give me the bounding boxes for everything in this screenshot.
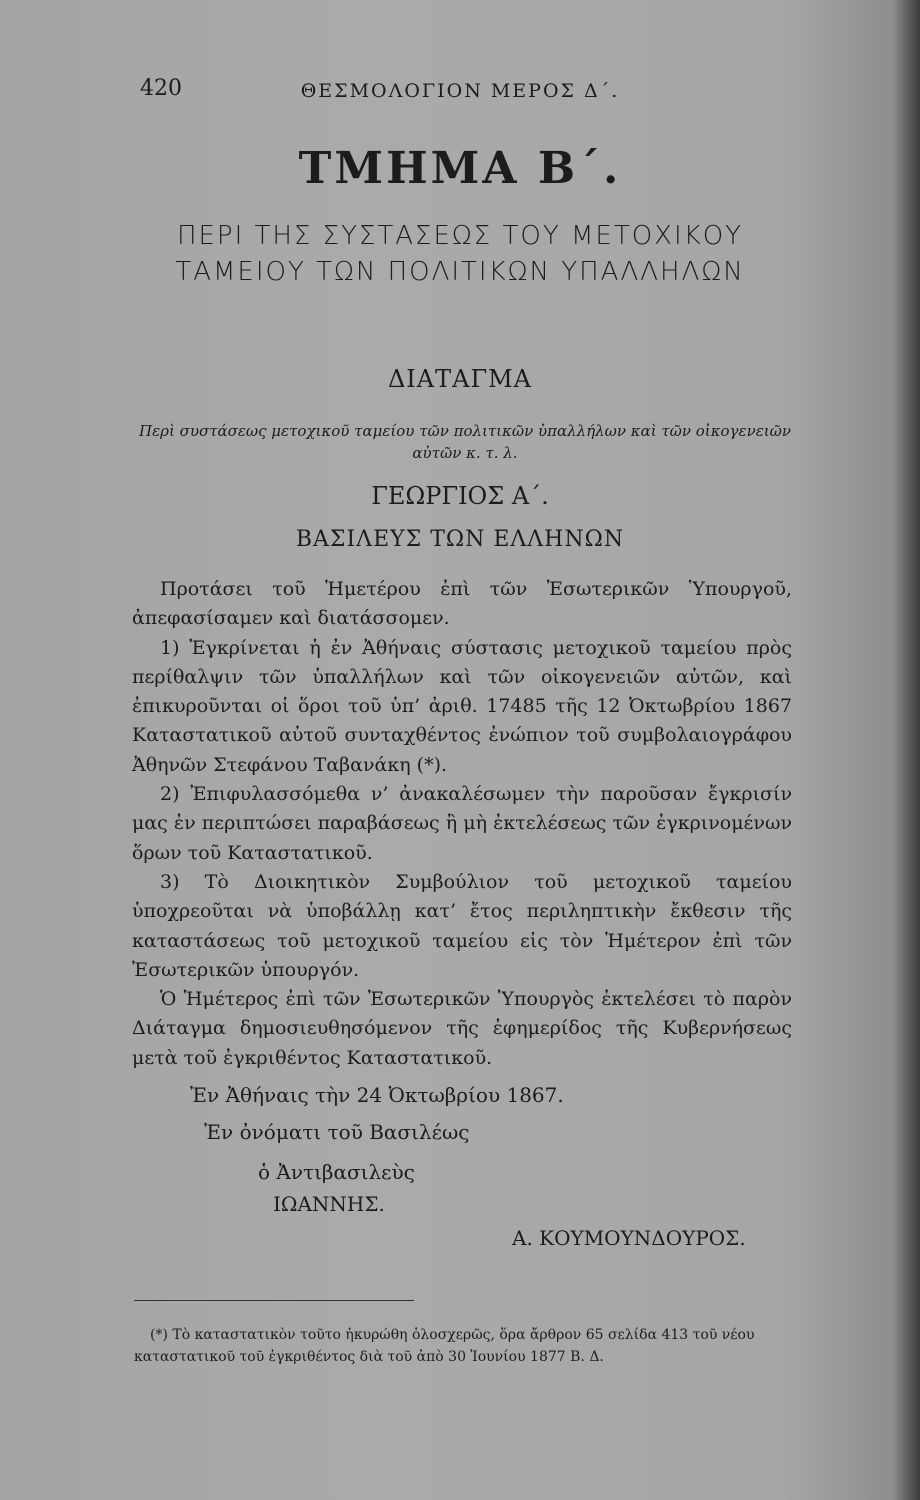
minister-signature: Α. ΚΟΥΜΟΥΝΔΟΥΡΟΣ. (512, 1226, 746, 1250)
article-2-paragraph: 2) Ἐπιφυλασσόμεθα ν’ ἀνακαλέσωμεν τὴν παροῦσαν ἔγκρισίν μας ἐν περιπτώσει παραβάσεως ἢ μὴ ἐκτελέσεως τῶν ἐγκρινομένων ὅρων τοῦ Καταστατικοῦ. (132, 783, 792, 864)
place-date: Ἐν Ἀθήναις τὴν 24 Ὀκτωβρίου 1867. (190, 1083, 564, 1107)
running-title: ΘΕΣΜΟΛΟΓΙΟΝ ΜΕΡΟΣ Δ΄. (300, 80, 620, 102)
regent-label: ὁ Ἀντιβασιλεὺς (258, 1160, 415, 1184)
footnote-divider (134, 1300, 414, 1301)
in-name-of-king: Ἐν ὀνόματι τοῦ Βασιλέως (204, 1120, 470, 1144)
execution-paragraph: Ὁ Ἡμέτερος ἐπὶ τῶν Ἐσωτερικῶν Ὑπουργὸς ἐκτελέσει τὸ παρὸν Διάταγμα δημοσιευθησόμενον τῆς ἐφημερίδος τῆς Κυβερνήσεως μετὰ τοῦ ἐγκριθέντος Καταστατικοῦ. (132, 988, 792, 1069)
article-1-paragraph: 1) Ἐγκρίνεται ἡ ἐν Ἀθήναις σύστασις μετοχικοῦ ταμείου πρὸς περίθαλψιν τῶν ὑπαλλήλων καὶ τῶν οἰκογενειῶν αὐτῶν, καὶ ἐπικυροῦνται οἱ ὅροι τοῦ ὑπ’ ἀριθ. 17485 τῆς 12 Ὀκτωβρίου 1867 Καταστατικοῦ αὐτοῦ συνταχθέντος ἐνώπιον τοῦ συμβολαιογράφου Ἀθηνῶν Στεφάνου Ταβανάκη (*). (132, 636, 792, 776)
main-title: ΠΕΡΙ ΤΗΣ ΣΥΣΤΑΣΕΩΣ ΤΟΥ ΜΕΤΟΧΙΚΟΥ ΤΑΜΕΙΟΥ ΤΩΝ ΠΟΛΙΤΙΚΩΝ ΥΠΑΛΛΗΛΩΝ (175, 221, 745, 287)
king-title: ΒΑΣΙΛΕΥΣ ΤΩΝ ΕΛΛΗΝΩΝ (295, 527, 625, 552)
regent-name: ΙΩΑΝΝΗΣ. (273, 1192, 385, 1216)
decree-heading: ΔΙΑΤΑΓΜΑ (387, 365, 533, 393)
page-number: 420 (140, 76, 182, 101)
king-name: ΓΕΩΡΓΙΟΣ Α΄. (371, 482, 549, 510)
decree-subtitle: Περὶ συστάσεως μετοχικοῦ ταμείου τῶν πολιτικῶν ὑπαλλήλων καὶ τῶν οἰκογενειῶν αὐτῶν κ. τ. λ. (139, 422, 791, 462)
section-title: ΤΜΗΜΑ Β΄. (298, 143, 622, 194)
article-3-paragraph: 3) Τὸ Διοικητικὸν Συμβούλιον τοῦ μετοχικοῦ ταμείου ὑποχρεοῦται νὰ ὑποβάλλῃ κατ’ ἔτος περιληπτικὴν ἔκθεσιν τῆς καταστάσεως τοῦ μετοχικοῦ ταμείου εἰς τὸν Ἡμέτερον ἐπὶ τῶν Ἐσωτερικῶν ὑπουργόν. (132, 870, 792, 981)
preamble-paragraph: Προτάσει τοῦ Ἡμετέρου ἐπὶ τῶν Ἐσωτερικῶν Ὑπουργοῦ, ἀπεφασίσαμεν καὶ διατάσσομεν. (132, 578, 792, 630)
decree-body (132, 575, 792, 1073)
footnote: (*) Τὸ καταστατικὸν τοῦτο ἠκυρώθη ὁλοσχερῶς, ὅρα ἄρθρον 65 σελίδα 413 τοῦ νέου καταστατικοῦ τοῦ ἐγκριθέντος διὰ τοῦ ἀπὸ 30 Ἰουνίου 1877 Β. Δ. (134, 1327, 755, 1365)
